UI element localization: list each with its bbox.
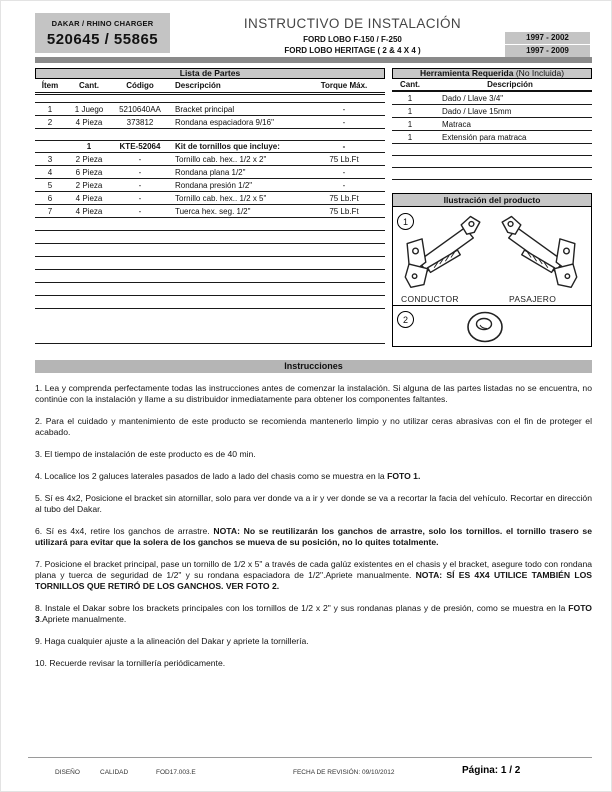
cell-qty: 1 [407, 93, 413, 103]
cell-torque: 75 Lb.Ft [329, 154, 359, 164]
table-row [35, 205, 385, 218]
footer-page-number: Página: 1 / 2 [462, 765, 521, 776]
brand-label: DAKAR / RHINO CHARGER [51, 19, 154, 28]
driver-side-label: CONDUCTOR [401, 294, 459, 304]
empty-row [35, 283, 385, 296]
document-title: INSTRUCTIVO DE INSTALACIÓN [243, 16, 462, 31]
instruction-step [35, 636, 592, 647]
bracket-drawings [399, 210, 583, 292]
year-range-2: 1997 - 2009 [505, 45, 590, 57]
parts-list-table [35, 68, 385, 344]
cell-qty: 1 [407, 106, 413, 116]
cell-desc: Kit de tornillos que incluye: [175, 142, 280, 151]
instruction-step [35, 493, 592, 515]
cell-item: 7 [47, 206, 53, 216]
cell-desc: Matraca [442, 119, 471, 129]
title-block [225, 16, 480, 55]
step-text: 1. Lea y comprenda perfectamente todas las instrucciones antes de comenzar la instalación. Si alguna de las partes listadas no se encuentra, no continúe con la instalación y llame a su distribuidor inmediatamente para obtener los componentes faltantes. [35, 383, 592, 404]
cell-item: 4 [47, 167, 53, 177]
empty-row [35, 231, 385, 244]
empty-row [35, 270, 385, 283]
cell-desc: Bracket principal [175, 104, 235, 114]
vehicle-model-line2: FORD LOBO HERITAGE ( 2 & 4 X 4 ) [284, 46, 421, 55]
cell-desc: Rondana espaciadora 9/16" [175, 117, 274, 127]
empty-row [35, 309, 385, 344]
cell-desc: Dado / Llave 15mm [442, 106, 512, 116]
table-row [35, 103, 385, 116]
empty-row [392, 168, 592, 180]
step-bold-text: NOTA: No se reutilizarán los ganchos de arrastre, solo los tornillos. el tornillo trasero se utilizará para evitar que la solera de los ganchos se mueva de su posición, no lo quites totalmente. [35, 526, 592, 547]
item-1-badge: 1 [397, 213, 414, 230]
part-numbers: 520645 / 55865 [46, 31, 159, 48]
cell-code: KTE-52064 [119, 142, 161, 151]
cell-code: - [138, 180, 142, 190]
instruction-step [35, 603, 592, 625]
cell-item: 3 [47, 154, 53, 164]
instruction-step [35, 416, 592, 438]
vehicle-model-line1: FORD LOBO F-150 / F-250 [303, 35, 402, 44]
passenger-side-label: PASAJERO [509, 294, 557, 304]
col-item: Ítem [41, 81, 59, 90]
product-code-box [35, 13, 170, 53]
step-text: 3. El tiempo de instalación de este producto es de 40 min. [35, 449, 256, 459]
instructions-body [35, 383, 592, 680]
cell-qty: 1 Juego [74, 104, 104, 114]
step-text: 4. Localice los 2 galuces laterales pasados de lado a lado del chasis como se muestra en la [35, 471, 388, 481]
item-2-badge: 2 [397, 311, 414, 328]
instruction-step [35, 449, 592, 460]
cell-code: - [138, 206, 142, 216]
table-row [392, 105, 592, 118]
cell-qty: 4 Pieza [75, 193, 103, 203]
cell-code: - [138, 154, 142, 164]
cell-desc: Tuerca hex. seg. 1/2" [175, 206, 251, 216]
header-divider-bar [35, 57, 592, 63]
tools-title-text: Herramienta Requerida [419, 68, 514, 78]
table-gap [35, 129, 385, 140]
instruction-step [35, 559, 592, 592]
instructions-title-bar: Instrucciones [35, 360, 592, 373]
tools-header-row [392, 79, 592, 92]
cell-item: 1 [47, 104, 53, 114]
footer-quality-label: CALIDAD [100, 769, 129, 776]
year-range-1: 1997 - 2002 [505, 32, 590, 44]
cell-qty: 1 [407, 132, 413, 142]
footer-design-label: DISEÑO [55, 769, 80, 776]
table-row [392, 131, 592, 144]
step-text: 8. Instale el Dakar sobre los brackets principales con los tornillos de 1/2 x 2" y sus rondanas planas y de presión, como se muestra en la [35, 603, 569, 613]
cell-desc: Tornillo cab. hex.. 1/2 x 5" [175, 193, 267, 203]
step-text: 10. Recuerde revisar la tornillería periódicamente. [35, 658, 226, 668]
table-row [392, 92, 592, 105]
table-row [35, 192, 385, 205]
cell-item: 2 [47, 117, 53, 127]
instruction-step [35, 471, 592, 482]
tools-title [392, 68, 592, 79]
instruction-step [35, 383, 592, 405]
table-row [35, 153, 385, 166]
cell-qty: 6 Pieza [75, 167, 103, 177]
parts-list-header-row [35, 79, 385, 95]
cell-qty: 2 Pieza [75, 180, 103, 190]
parts-list-title: Lista de Partes [35, 68, 385, 79]
cell-qty: 1 [407, 119, 413, 129]
table-row [35, 179, 385, 192]
cell-item: 6 [47, 193, 53, 203]
footer-divider [28, 757, 592, 758]
cell-code: 373812 [126, 117, 154, 127]
step-bold-text: FOTO 1. [387, 471, 421, 481]
col-desc: Descripción [175, 81, 221, 90]
cell-qty: 2 Pieza [75, 154, 103, 164]
cell-torque: - [342, 104, 346, 114]
step-text: 2. Para el cuidado y mantenimiento de este producto se recomienda mantenerlo limpio y no utilizar ceras abrasivas con el fin de proteger el acabado. [35, 416, 592, 437]
col-qty: Cant. [79, 81, 99, 90]
product-illustration-box [392, 193, 592, 347]
cell-torque: - [342, 142, 346, 151]
table-row-kit [35, 140, 385, 153]
empty-row [35, 218, 385, 231]
cell-desc: Rondana plana 1/2" [175, 167, 246, 177]
table-row [35, 116, 385, 129]
cell-code: 5210640AA [119, 104, 161, 114]
table-row [35, 166, 385, 179]
step-text: 7. Posicione el bracket principal, pase un tornillo de 1/2 x 5" a través de cada galúz existentes en el chasis y el bracket, asegure todo con rondana plana y tuerca de seguridad de 1/2" y su rondana espaciadora de 1/2".Apriete manualmente. [35, 559, 592, 580]
washer-drawing [465, 309, 505, 345]
illustration-content [393, 208, 591, 346]
empty-row [35, 257, 385, 270]
footer-revision-date: FECHA DE REVISIÓN: 09/10/2012 [293, 769, 395, 776]
empty-row [35, 95, 385, 103]
col-qty: Cant. [400, 80, 420, 89]
step-text: .Apriete manualmente. [39, 614, 127, 624]
cell-qty: 1 [86, 142, 92, 151]
empty-row [35, 296, 385, 309]
cell-desc: Tornillo cab. hex.. 1/2 x 2" [175, 154, 267, 164]
step-text: 6. Sí es 4x4, retire los ganchos de arrastre. [35, 526, 214, 536]
step-bold-text: FOTO 3 [35, 603, 592, 624]
empty-row [35, 244, 385, 257]
cell-torque: - [342, 117, 346, 127]
instruction-step [35, 526, 592, 548]
cell-torque: 75 Lb.Ft [329, 193, 359, 203]
cell-desc: Dado / Llave 3/4" [442, 93, 504, 103]
cell-desc: Rondana presión 1/2" [175, 180, 253, 190]
tools-table [392, 68, 592, 180]
cell-qty: 4 Pieza [75, 206, 103, 216]
cell-desc: Extensión para matraca [442, 132, 527, 142]
tools-title-note: (No Incluida) [513, 68, 565, 78]
illustration-divider [393, 305, 591, 306]
cell-torque: - [342, 180, 346, 190]
cell-item: 5 [47, 180, 53, 190]
step-bold-text: NOTA: SÍ ES 4X4 UTILICE TAMBIÉN LOS TORNILLOS QUE RETIRÓ DE LOS GANCHOS. VER FOTO 2. [35, 570, 592, 591]
cell-qty: 4 Pieza [75, 117, 103, 127]
illustration-title: Ilustración del producto [393, 194, 591, 207]
cell-torque: 75 Lb.Ft [329, 206, 359, 216]
cell-code: - [138, 193, 142, 203]
footer-doc-code: FOD17.003.E [156, 769, 196, 776]
col-torque: Torque Máx. [320, 81, 368, 90]
cell-code: - [138, 167, 142, 177]
instruction-step [35, 658, 592, 669]
step-text: 9. Haga cualquier ajuste a la alineación del Dakar y apriete la tornillería. [35, 636, 309, 646]
col-desc: Descripción [487, 80, 533, 89]
col-code: Código [126, 81, 154, 90]
step-text: 5. Sí es 4x2, Posicione el bracket sin atornillar, solo para ver donde va a ir y ver donde se va a recortar la facia del vehículo. Recortar en dirección al tubo del Dakar. [35, 493, 592, 514]
cell-torque: - [342, 167, 346, 177]
table-row [392, 118, 592, 131]
empty-row [392, 144, 592, 156]
empty-row [392, 156, 592, 168]
